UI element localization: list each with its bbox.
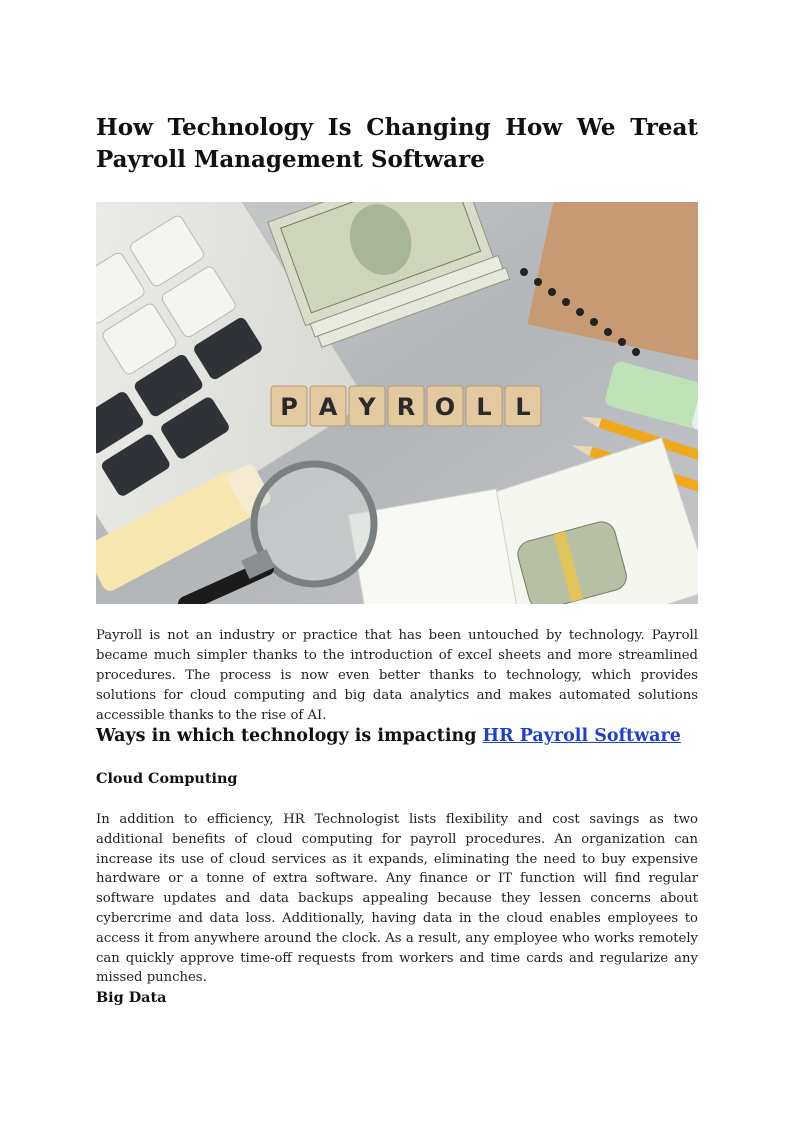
intro-paragraph: Payroll is not an industry or practice that has been untouched by technology. Payroll became much simpler thanks to the introduction of excel sheets and more streamlined procedures. The process is now even better thanks to technology, which provides solutions for cloud computing and big data analytics and makes automated solutions accessible thanks to the rise of AI.	[96, 628, 698, 723]
svg-text:L: L	[515, 393, 531, 421]
article-title: How Technology Is Changing How We Treat Payroll Management Software	[96, 114, 698, 173]
hero-image	[96, 202, 698, 604]
tile-letter-p: P	[280, 393, 298, 421]
svg-text:O: O	[434, 393, 456, 421]
subsection-heading-cloud-computing: Cloud Computing	[96, 770, 238, 787]
svg-text:L: L	[476, 393, 492, 421]
svg-text:Y: Y	[358, 393, 376, 421]
cloud-computing-paragraph: In addition to efficiency, HR Technologist lists flexibility and cost savings as two additional benefits of cloud computing for payroll procedures. An organization can increase its use of cloud services as it expands, eliminating the need to buy expensive hardware or a tonne of extra software. Any finance or IT function will find regular software updates and data backups appealing because they lessen concerns about cybercrime and data loss. Additionally, having data in the cloud enables employees to access it from anywhere around the clock. As a result, any employee who works remotely can quickly approve time-off requests from workers and time cards and regularize any missed punches.	[96, 812, 698, 986]
svg-text:A: A	[318, 393, 338, 421]
section-heading-text: Ways in which technology is impacting	[96, 726, 483, 746]
section-heading	[96, 723, 698, 749]
svg-text:R: R	[396, 393, 416, 421]
hr-payroll-software-link[interactable]: HR Payroll Software	[482, 726, 681, 746]
subsection-heading-big-data: Big Data	[96, 989, 167, 1006]
